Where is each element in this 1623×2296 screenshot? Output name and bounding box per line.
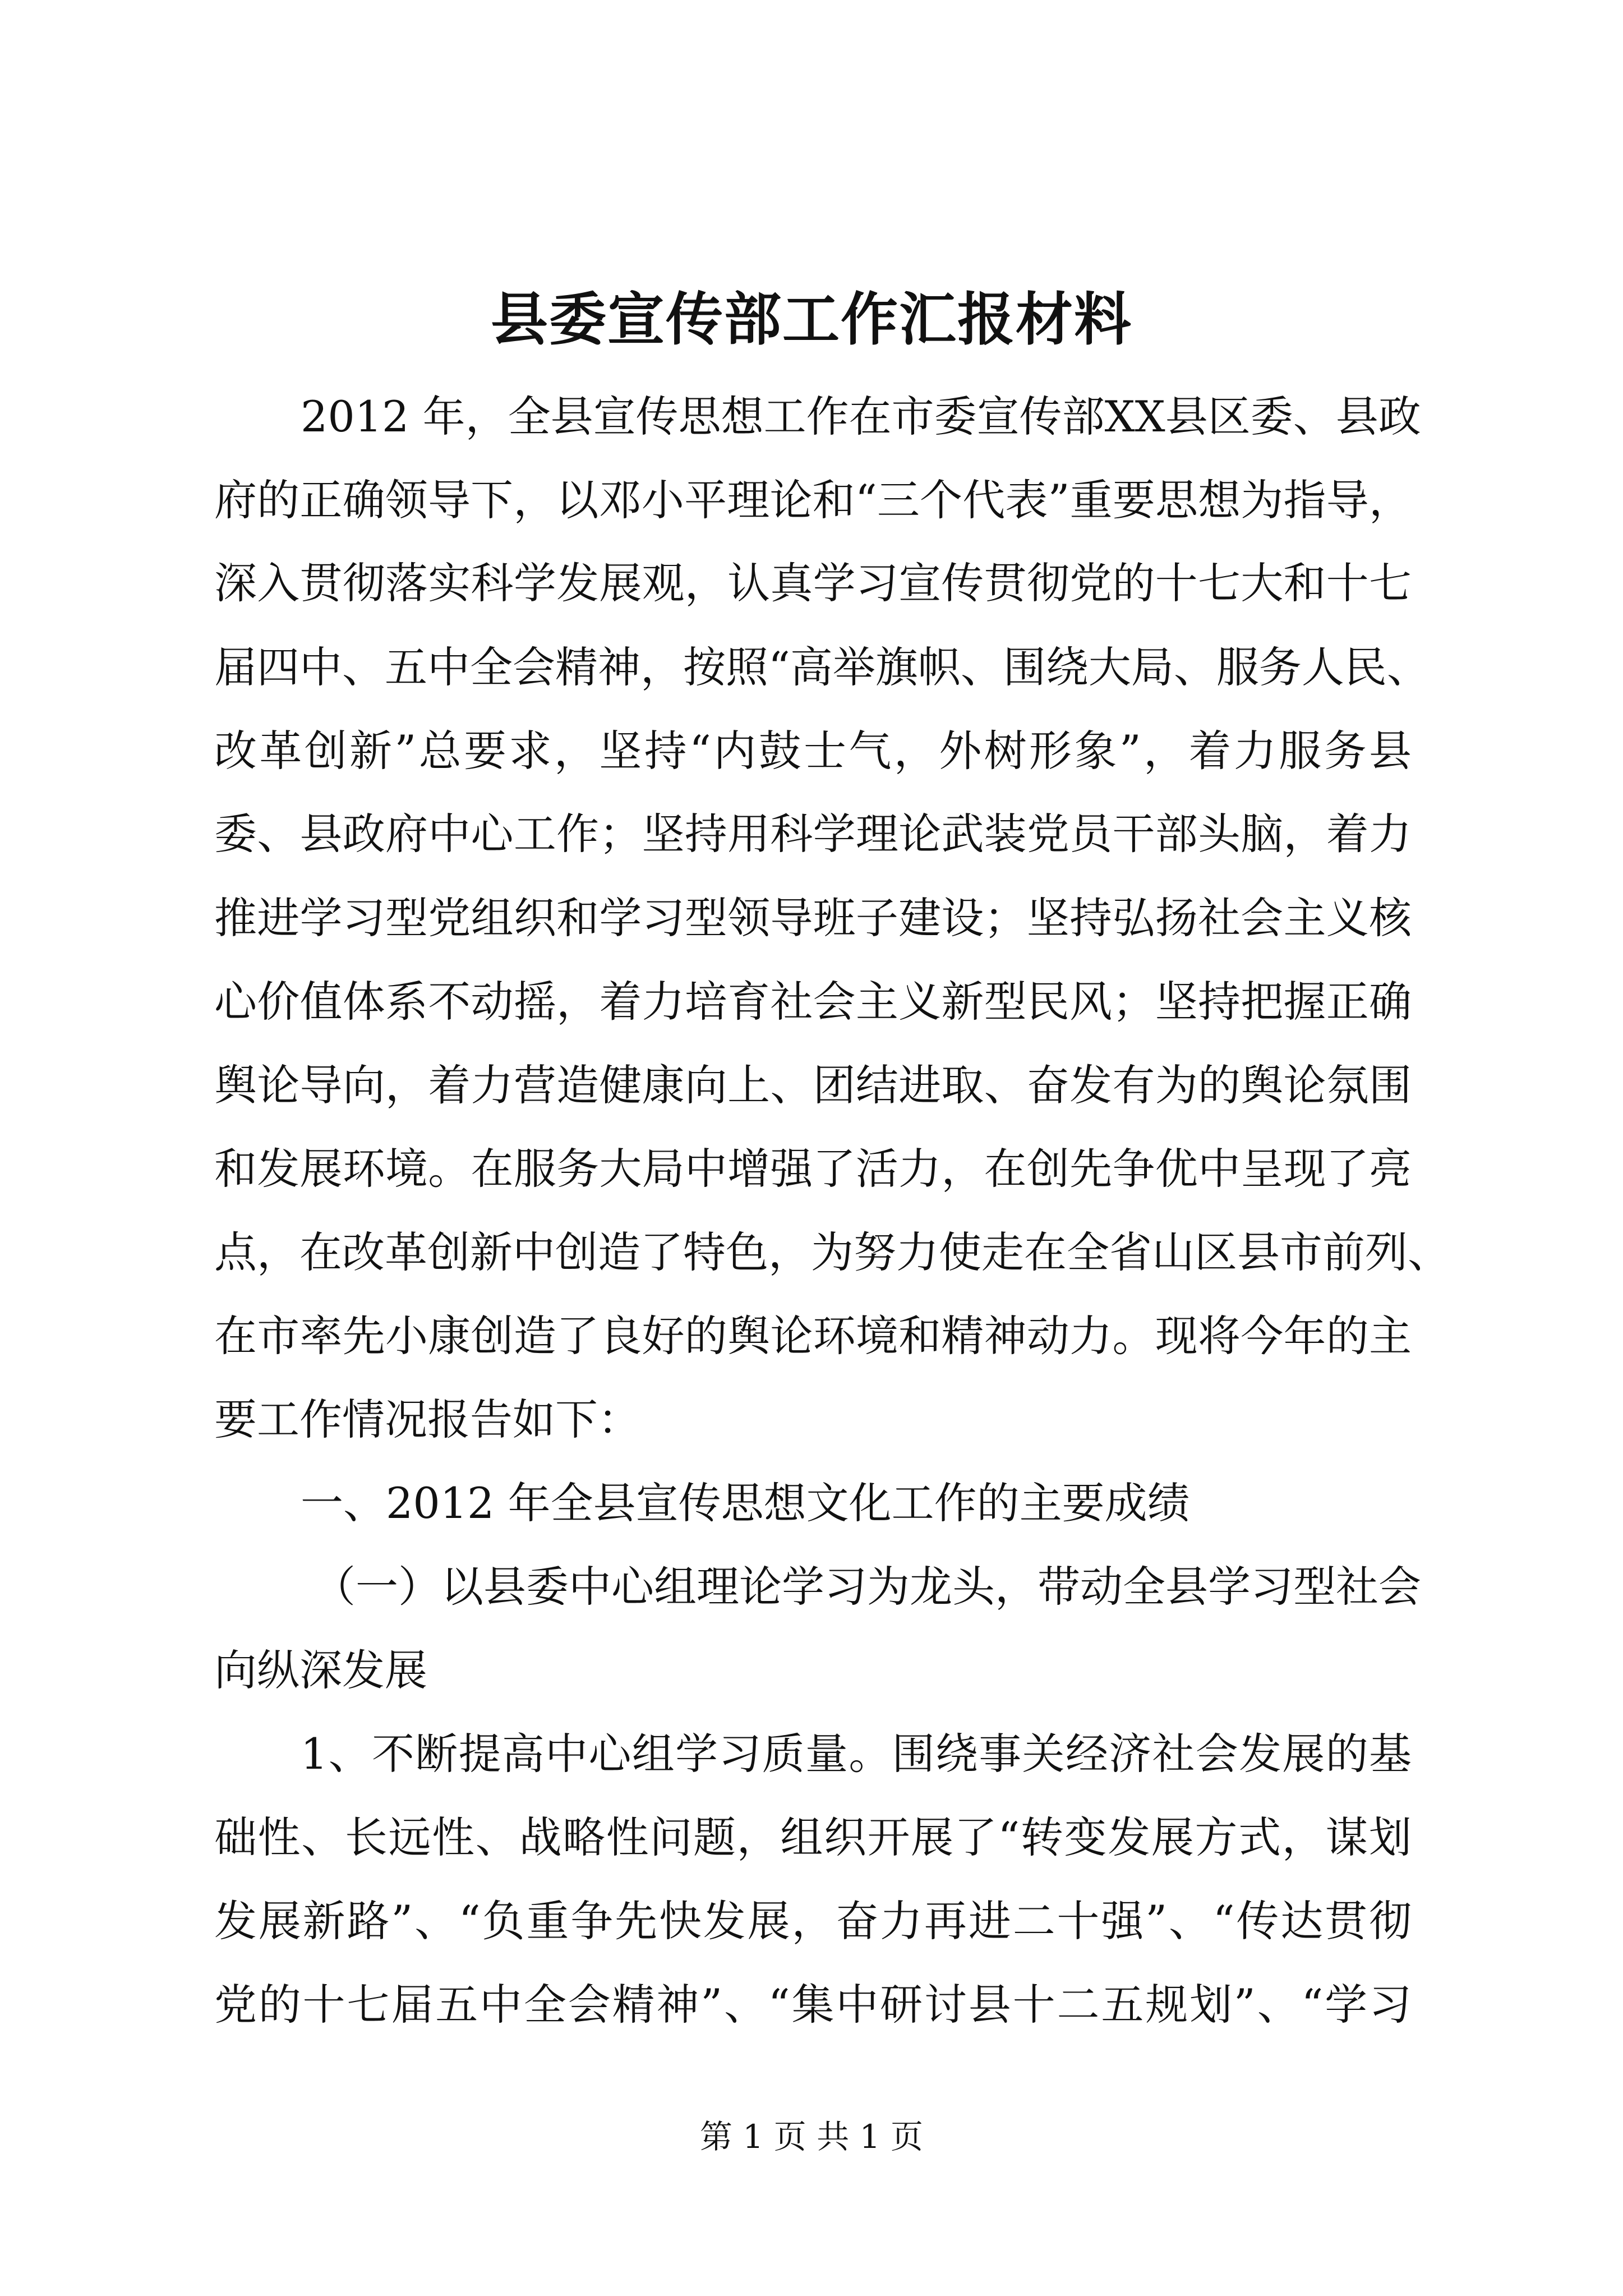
- paragraph-line: 委、县政府中心工作；坚持用科学理论武装党员干部头脑，着力: [214, 809, 1412, 859]
- paragraph-line: 党的十七届五中全会精神”、“集中研讨县十二五规划”、“学习: [214, 1980, 1412, 2030]
- paragraph-line: 舆论导向，着力营造健康向上、团结进取、奋发有为的舆论氛围: [214, 1060, 1412, 1110]
- paragraph-line: 深入贯彻落实科学发展观，认真学习宣传贯彻党的十七大和十七: [214, 558, 1412, 608]
- paragraph-line: 改革创新”总要求，坚持“内鼓士气，外树形象”，着力服务县: [214, 726, 1412, 776]
- paragraph-line: 1、不断提高中心组学习质量。围绕事关经济社会发展的基: [301, 1729, 1412, 1779]
- subsection-heading: 向纵深发展: [214, 1645, 427, 1695]
- subsection-heading: （一）以县委中心组理论学习为龙头，带动全县学习型社会: [313, 1562, 1421, 1612]
- page-footer: 第 1 页 共 1 页: [700, 2118, 923, 2156]
- paragraph-line: 心价值体系不动摇，着力培育社会主义新型民风；坚持把握正确: [214, 977, 1412, 1027]
- paragraph-line: 府的正确领导下，以邓小平理论和“三个代表”重要思想为指导，: [214, 475, 1412, 525]
- paragraph-line: 要工作情况报告如下：: [214, 1395, 640, 1444]
- paragraph-line: 和发展环境。在服务大局中增强了活力，在创先争优中呈现了亮: [214, 1144, 1412, 1194]
- document-title: 县委宣传部工作汇报材料: [491, 286, 1132, 353]
- paragraph-line: 在市率先小康创造了良好的舆论环境和精神动力。现将今年的主: [214, 1311, 1412, 1361]
- paragraph-line: 2012 年，全县宣传思想工作在市委宣传部XX县区委、县政: [301, 392, 1421, 441]
- paragraph-line: 届四中、五中全会精神，按照“高举旗帜、围绕大局、服务人民、: [214, 642, 1430, 692]
- section-heading: 一、2012 年全县宣传思想文化工作的主要成绩: [301, 1478, 1190, 1528]
- paragraph-line: 础性、长远性、战略性问题，组织开展了“转变发展方式，谋划: [214, 1812, 1412, 1862]
- paragraph-line: 推进学习型党组织和学习型领导班子建设；坚持弘扬社会主义核: [214, 893, 1412, 943]
- paragraph-line: 发展新路”、“负重争先快发展，奋力再进二十强”、“传达贯彻: [214, 1896, 1412, 1946]
- paragraph-line: 点，在改革创新中创造了特色，为努力使走在全省山区县市前列、: [214, 1227, 1450, 1277]
